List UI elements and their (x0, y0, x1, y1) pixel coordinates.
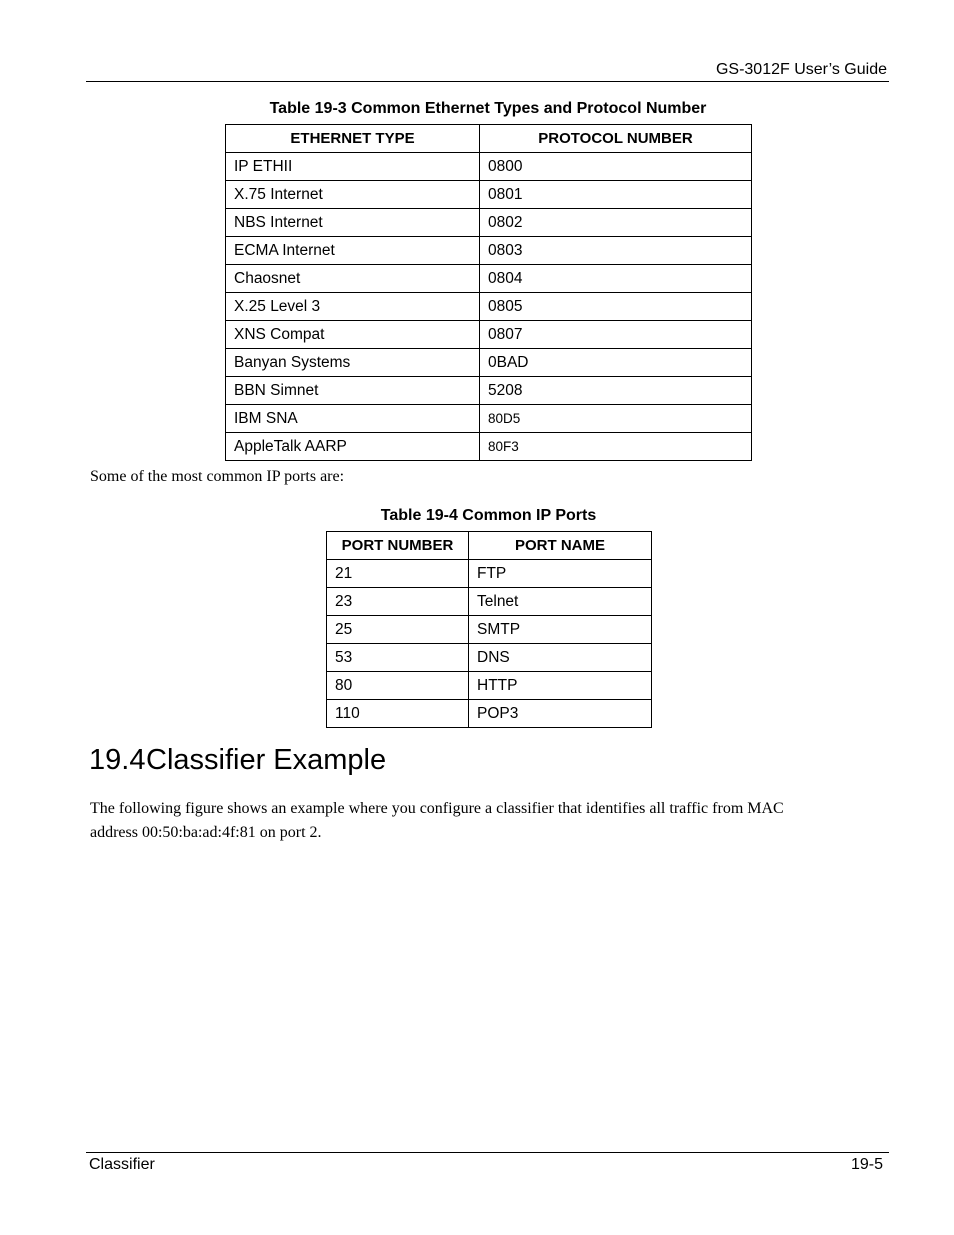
ethernet-type-cell: IBM SNA (226, 405, 480, 433)
ip-ports-intro-text: Some of the most common IP ports are: (90, 468, 345, 485)
port-name-cell: SMTP (469, 616, 652, 644)
ethernet-type-cell: XNS Compat (226, 321, 480, 349)
ethernet-type-cell: Banyan Systems (226, 349, 480, 377)
ip-ports-table (326, 531, 652, 728)
table-row (226, 349, 752, 377)
table-header-row (226, 125, 752, 153)
ethernet-type-cell: NBS Internet (226, 209, 480, 237)
table-row (327, 588, 652, 616)
protocol-number-cell: 0BAD (480, 349, 752, 377)
ethernet-type-cell: AppleTalk AARP (226, 433, 480, 461)
protocol-number-cell: 0804 (480, 265, 752, 293)
table-row (226, 265, 752, 293)
section-paragraph (90, 797, 880, 845)
footer-divider (86, 1152, 889, 1153)
protocol-number-cell: 0803 (480, 237, 752, 265)
ethernet-type-cell: Chaosnet (226, 265, 480, 293)
table-19-3-caption: Table 19-3 Common Ethernet Types and Protocol Number (269, 100, 707, 117)
ethernet-type-cell: IP ETHII (226, 153, 480, 181)
table-row (327, 616, 652, 644)
ethernet-type-cell: X.75 Internet (226, 181, 480, 209)
table-row (226, 209, 752, 237)
table-row (226, 153, 752, 181)
port-number-cell: 25 (327, 616, 469, 644)
protocol-number-cell: 5208 (480, 377, 752, 405)
protocol-number-cell: 0805 (480, 293, 752, 321)
footer-chapter-name: Classifier (89, 1156, 155, 1173)
column-header-ethernet-type: ETHERNET TYPE (226, 125, 480, 153)
port-number-cell: 110 (327, 700, 469, 728)
table-row (226, 293, 752, 321)
port-number-cell: 53 (327, 644, 469, 672)
port-number-cell: 23 (327, 588, 469, 616)
port-name-cell: HTTP (469, 672, 652, 700)
protocol-number-cell: 0802 (480, 209, 752, 237)
port-number-cell: 21 (327, 560, 469, 588)
protocol-number-cell: 80F3 (480, 433, 752, 461)
table-19-4-caption: Table 19-4 Common IP Ports (380, 507, 597, 524)
table-row (327, 672, 652, 700)
port-name-cell: FTP (469, 560, 652, 588)
ethernet-type-cell: ECMA Internet (226, 237, 480, 265)
table-row (327, 560, 652, 588)
protocol-number-cell: 0800 (480, 153, 752, 181)
port-name-cell: Telnet (469, 588, 652, 616)
ethernet-type-cell: X.25 Level 3 (226, 293, 480, 321)
port-number-cell: 80 (327, 672, 469, 700)
table-row (226, 377, 752, 405)
ethernet-types-table (225, 124, 752, 461)
table-row (327, 644, 652, 672)
table-row (327, 700, 652, 728)
column-header-protocol-number: PROTOCOL NUMBER (480, 125, 752, 153)
section-title: Classifier Example (146, 744, 387, 776)
header-divider (86, 81, 889, 82)
protocol-number-cell: 0807 (480, 321, 752, 349)
table-row (226, 433, 752, 461)
protocol-number-cell: 80D5 (480, 405, 752, 433)
column-header-port-name: PORT NAME (469, 532, 652, 560)
running-header-title: GS-3012F User’s Guide (715, 61, 887, 78)
section-number: 19.4 (89, 744, 146, 776)
table-header-row (327, 532, 652, 560)
table-row (226, 321, 752, 349)
table-row (226, 405, 752, 433)
table-row (226, 181, 752, 209)
table-row (226, 237, 752, 265)
protocol-number-cell: 0801 (480, 181, 752, 209)
column-header-port-number: PORT NUMBER (327, 532, 469, 560)
port-name-cell: POP3 (469, 700, 652, 728)
paragraph-line: The following figure shows an example where you configure a classifier that identifies all traffic from MAC (90, 800, 784, 817)
footer-page-number: 19-5 (850, 1156, 883, 1173)
section-heading (89, 742, 386, 778)
ethernet-type-cell: BBN Simnet (226, 377, 480, 405)
port-name-cell: DNS (469, 644, 652, 672)
paragraph-line: address 00:50:ba:ad:4f:81 on port 2. (90, 824, 322, 841)
